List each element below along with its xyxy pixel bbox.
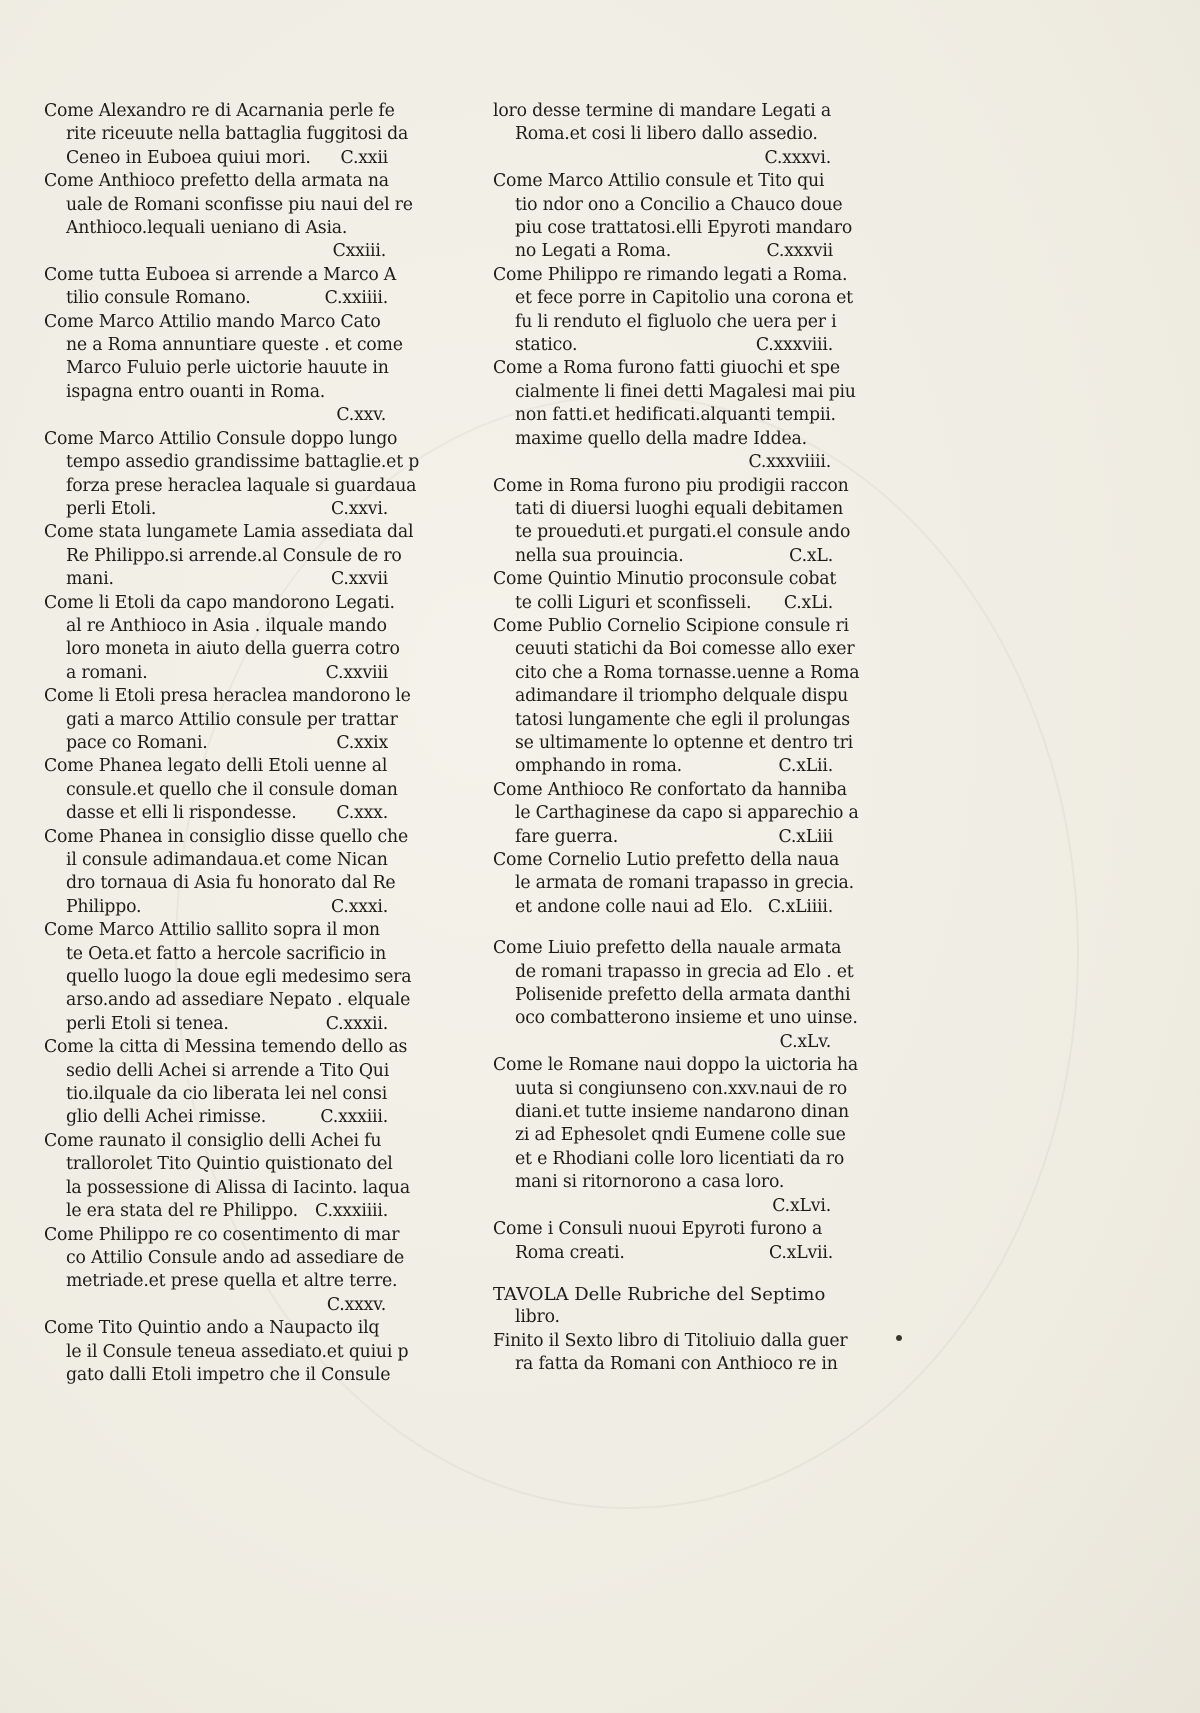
rubric-entry [44,1224,405,1318]
rubric-line: Come Phanea in consiglio disse quello che [44,826,408,847]
rubric-line: ispagna entro ouanti in Roma. [66,381,326,402]
rubric-text: statico. [515,335,578,356]
rubric-line: Come la citta di Messina temendo dello as [44,1037,408,1058]
chapter-number: C.xxix [336,732,388,753]
rubric-line: cialmente li finei detti Magalesi mai piu [515,381,856,402]
rubric-line: adimandare il triompho delquale dispu [515,686,849,707]
rubric-entry [44,428,420,522]
rubric-text: dasse et elli li rispondesse. [66,803,297,824]
chapter-number: C.xxxviiii. [748,452,831,473]
rubric-line: consule.et quello che il consule doman [66,779,398,800]
rubric-line: Roma.et cosi li libero dallo assedio. [515,124,818,145]
rubric-line: Come li Etoli presa heraclea mandorono le [44,686,411,707]
rubric-line [493,334,839,357]
rubric-entry [44,170,413,264]
rubric-line: Polisenide prefetto della armata danthi [515,985,851,1006]
rubric-line: tempo assedio grandissime battaglie.et p [66,452,420,473]
rubric-line: ceuuti statichi da Boi comesse allo exer [515,639,855,660]
rubric-line: Come Anthioco prefetto della armata na [44,171,389,192]
rubric-entry [493,1283,839,1330]
rubric-entry [493,1054,859,1218]
chapter-number: C.xL. [789,545,833,566]
rubric-line: Come Marco Attilio mando Marco Cato [44,311,381,332]
rubric-entry [493,937,858,1054]
rubric-line [493,826,839,849]
rubric-line [44,732,394,755]
chapter-number: C.xxxii. [325,1013,388,1034]
rubric-line [493,896,839,919]
chapter-number: C.xxxiiii. [315,1201,388,1222]
rubric-line: arso.ando ad assediare Nepato . elquale [66,990,411,1011]
rubric-line: se ultimamente lo optenne et dentro tri [515,732,853,753]
rubric-entry [44,100,409,170]
rubric-entry [44,592,400,686]
rubric-entry [44,755,398,825]
rubric-entry [44,521,414,591]
rubric-line: oco combatterono insieme et uno uinse. [515,1008,858,1029]
rubric-line: Come Publio Cornelio Scipione consule ri [493,615,849,636]
right-column [493,100,860,1377]
rubric-line: maxime quello della madre Iddea. [515,428,807,449]
rubric-line: mani si ritornorono a casa loro. [515,1172,785,1193]
chapter-number: C.xLi. [783,592,833,613]
rubric-text: glio delli Achei rimisse. [66,1107,267,1128]
rubric-line: Come Liuio prefetto della nauale armata [493,938,842,959]
rubric-line [44,498,394,521]
rubric-text: tilio consule Romano. [66,288,251,309]
chapter-number: C.xxvii [330,569,388,590]
table-heading: libro. [515,1307,560,1328]
rubric-line: Anthioco.lequali ueniano di Asia. [66,218,348,239]
rubric-text: perli Etoli. [66,498,157,519]
rubric-line: Come in Roma furono piu prodigii raccon [493,475,849,496]
rubric-line: Come Phanea legato delli Etoli uenne al [44,756,388,777]
rubric-entry [44,685,411,755]
rubric-line: sedio delli Achei si arrende a Tito Qui [66,1060,390,1081]
rubric-line: Re Philippo.si arrende.al Consule de ro [66,545,402,566]
chapter-number: Cxxiii. [332,241,386,262]
rubric-line: gati a marco Attilio consule per trattar [66,709,398,730]
rubric-line: al re Anthioco in Asia . ilquale mando [66,615,387,636]
chapter-number: C.xxxviii. [755,335,833,356]
rubric-entry [493,615,860,779]
rubric-line: le Carthaginese da capo si apparechio a [515,803,859,824]
rubric-entry [493,779,859,849]
rubric-line: Come le Romane naui doppo la uictoria ha [493,1055,859,1076]
chapter-number: C.xxiiii. [324,288,388,309]
rubric-text: Roma creati. [515,1242,625,1263]
rubric-entry [44,919,412,1036]
rubric-line: forza prese heraclea laquale si guardaua [66,475,417,496]
rubric-line: ne a Roma annuntiare queste . et come [66,335,403,356]
rubric-text: omphando in roma. [515,756,682,777]
rubric-line: Come Tito Quintio ando a Naupacto ilq [44,1318,380,1339]
rubric-line: co Attilio Consule ando ad assediare de [66,1247,405,1268]
rubric-line: uuta si congiunseno con.xxv.naui de ro [515,1078,847,1099]
rubric-entry [44,1317,409,1387]
chapter-number: C.xxviii [325,662,388,683]
rubric-line [44,147,394,170]
rubric-line: trallorolet Tito Quintio quistionato del [66,1154,393,1175]
rubric-entry [44,1036,408,1130]
rubric-line: Come Philippo re rimando legati a Roma. [493,264,848,285]
rubric-line: Come Quintio Minutio proconsule cobat [493,569,837,590]
rubric-text: te colli Liguri et sconfisseli. [515,592,752,613]
rubric-line: loro desse termine di mandare Legati a [493,101,832,121]
rubric-text: fare guerra. [515,826,619,847]
rubric-text: a romani. [66,662,148,683]
chapter-number: C.xxvi. [331,498,388,519]
rubric-line: cito che a Roma tornasse.uenne a Roma [515,662,860,683]
rubric-line: Marco Fuluio perle uictorie hauute in [66,358,389,379]
rubric-line [493,1242,839,1265]
rubric-text: nella sua prouincia. [515,545,684,566]
spacer [493,919,839,937]
rubric-line: tati di diuersi luoghi equali debitamen [515,498,844,519]
rubric-line: Come Marco Attilio Consule doppo lungo [44,428,398,449]
rubric-entry [493,1330,848,1377]
rubric-line: rite riceuute nella battaglia fuggitosi da [66,124,409,145]
rubric-line: Come Marco Attilio consule et Tito qui [493,171,825,192]
rubric-line: te proueduti.et purgati.el consule ando [515,522,851,543]
rubric-line: Come i Consuli nuoui Epyroti furono a [493,1219,823,1240]
rubric-line: de romani trapasso in grecia ad Elo . et [515,961,854,982]
rubric-line: tio ndor ono a Concilio a Chauco doue [515,194,843,215]
rubric-line: te Oeta.et fatto a hercole sacrificio in [66,943,387,964]
rubric-line [493,240,839,263]
rubric-line [44,568,394,591]
rubric-line: non fatti.et hedificati.alquanti tempii. [515,405,836,426]
rubric-line: Come Anthioco Re confortato da hanniba [493,779,847,800]
rubric-line: ra fatta da Romani con Anthioco re in [515,1354,838,1375]
chapter-number: C.xxv. [336,405,386,426]
rubric-line: Come Cornelio Lutio prefetto della naua [493,850,840,870]
rubric-line: et e Rhodiani colle loro licentiati da ro [515,1148,845,1169]
rubric-text: le era stata del re Philippo. [66,1201,298,1222]
rubric-line: Come Philippo re co cosentimento di mar [44,1224,400,1245]
rubric-text: mani. [66,569,114,590]
rubric-line: fu li renduto el figluolo che uera per i [515,311,837,332]
rubric-line: Finito il Sexto libro di Titoliuio dalla guer [493,1330,848,1351]
rubric-line: uale de Romani sconfisse piu naui del re [66,194,413,215]
rubric-line: et fece porre in Capitolio una corona et [515,288,853,309]
rubric-line [493,545,839,568]
rubric-line [44,662,394,685]
chapter-number: C.xxxiii. [320,1107,388,1128]
rubric-line [493,755,839,778]
rubric-line: gato dalli Etoli impetro che il Consule [66,1364,391,1385]
rubric-line: Come a Roma furono fatti giuochi et spe [493,358,840,379]
rubric-text: no Legati a Roma. [515,241,672,262]
table-heading: TAVOLA Delle Rubriche del Septimo [493,1283,826,1305]
rubric-line: quello luogo la doue egli medesimo sera [66,967,412,988]
rubric-line: loro moneta in aiuto della guerra cotro [66,639,400,660]
rubric-text: pace co Romani. [66,732,208,753]
rubric-line: tio.ilquale da cio liberata lei nel consi [66,1084,388,1105]
rubric-line: piu cose trattatosi.elli Epyroti mandaro [515,218,853,239]
chapter-number: C.xxx. [336,803,388,824]
rubric-text: Philippo. [66,896,142,917]
rubric-line: Come stata lungamete Lamia assediata dal [44,522,414,543]
rubric-entry [44,264,397,311]
rubric-line [44,896,394,919]
left-column [44,100,420,1387]
rubric-line: zi ad Ephesolet qndi Eumene colle sue [515,1125,846,1146]
rubric-line: tatosi lungamente che egli il prolungas [515,709,850,730]
rubric-entry [493,849,854,919]
rubric-line: Come Alexandro re di Acarnania perle fe [44,101,395,121]
rubric-line: le armata de romani trapasso in grecia. [515,873,854,894]
rubric-text: perli Etoli si tenea. [66,1013,229,1034]
chapter-number: C.xLiii [778,826,833,847]
rubric-text: Ceneo in Euboea quiui mori. [66,147,311,168]
rubric-line [493,592,839,615]
rubric-line [44,1200,394,1223]
rubric-entry [44,311,403,428]
rubric-entry [493,1218,839,1265]
rubric-line: le il Consule teneua assediato.et quiui p [66,1341,409,1362]
rubric-line: diani.et tutte insieme nandarono dinan [515,1102,849,1123]
rubric-line: Come tutta Euboea si arrende a Marco A [44,264,397,285]
rubric-entry [493,475,851,569]
rubric-line: il consule adimandaua.et come Nican [66,850,388,870]
rubric-entry [493,170,853,264]
chapter-number: C.xLvi. [772,1195,831,1216]
rubric-line: Come raunato il consiglio delli Achei fu [44,1130,382,1151]
rubric-entry [493,100,839,170]
rubric-line [44,1106,394,1129]
rubric-entry [44,826,408,920]
rubric-entry [493,264,853,358]
rubric-entry [44,1130,410,1224]
rubric-line [44,1013,394,1036]
chapter-number: C.xLii. [778,756,833,777]
chapter-number: C.xxxv. [326,1294,386,1315]
rubric-line [44,802,394,825]
rubric-line: dro tornaua di Asia fu honorato dal Re [66,873,396,894]
chapter-number: C.xLvii. [768,1242,833,1263]
rubric-line: la possessione di Alissa di Iacinto. laqua [66,1177,410,1198]
chapter-number: C.xxxi. [331,896,388,917]
chapter-number: C.xxxvii [766,241,833,262]
rubric-line: Come Marco Attilio sallito sopra il mon [44,920,380,941]
chapter-number: C.xxii [340,147,388,168]
rubric-entry [493,568,839,615]
chapter-number: C.xLiiii. [767,896,833,917]
chapter-number: C.xxxvi. [764,147,831,168]
rubric-text: et andone colle naui ad Elo. [515,896,753,917]
rubric-line: Come li Etoli da capo mandorono Legati. [44,592,395,613]
rubric-line [44,287,394,310]
chapter-number: C.xLv. [779,1031,831,1052]
rubric-entry [493,357,856,474]
spacer [493,1265,839,1283]
rubric-line: metriade.et prese quella et altre terre. [66,1271,398,1292]
ink-speck [896,1335,902,1341]
